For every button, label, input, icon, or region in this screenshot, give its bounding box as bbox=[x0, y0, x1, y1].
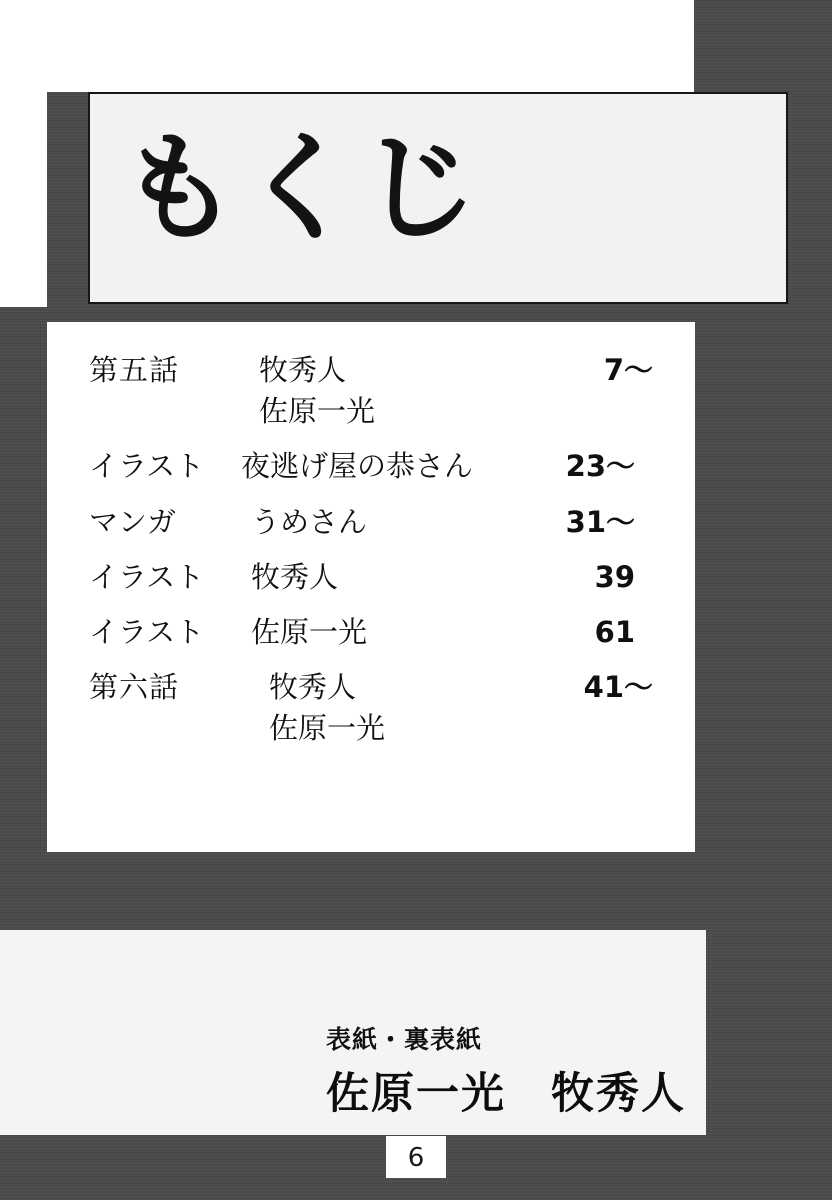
toc-page-number: 41〜 bbox=[583, 670, 653, 705]
toc-author-secondary: 佐原一光 bbox=[269, 711, 386, 746]
toc-authors bbox=[241, 350, 541, 432]
contents-panel bbox=[47, 322, 695, 852]
toc-author-primary: うめさん bbox=[251, 504, 368, 539]
toc-author-primary: 牧秀人 bbox=[259, 353, 347, 387]
title-box bbox=[88, 92, 788, 304]
credit-label: 表紙・裏表紙 bbox=[326, 1025, 483, 1054]
toc-kind: イラスト bbox=[89, 559, 205, 594]
credit-names: 佐原一光 牧秀人 bbox=[326, 1069, 686, 1119]
toc-kind: イラスト bbox=[89, 449, 205, 484]
table-row[interactable] bbox=[89, 612, 665, 653]
table-row[interactable] bbox=[89, 502, 665, 543]
toc-page-number: 7〜 bbox=[603, 353, 653, 387]
top-left-white-margin bbox=[0, 0, 694, 92]
toc-kind: イラスト bbox=[89, 614, 205, 649]
table-row[interactable] bbox=[89, 667, 665, 749]
page-number: 6 bbox=[407, 1143, 425, 1173]
toc-authors bbox=[241, 502, 523, 543]
credit-block bbox=[326, 1020, 686, 1121]
table-row[interactable] bbox=[89, 557, 665, 598]
table-of-contents bbox=[89, 350, 665, 763]
toc-author-primary: 夜逃げ屋の恭さん bbox=[241, 449, 474, 484]
left-white-margin bbox=[0, 92, 47, 307]
page-title: もくじ bbox=[120, 119, 481, 257]
toc-authors bbox=[241, 667, 541, 749]
toc-authors bbox=[241, 612, 523, 653]
toc-page-number: 39 bbox=[594, 559, 635, 594]
toc-author-primary: 佐原一光 bbox=[251, 614, 368, 649]
toc-page-number: 61 bbox=[594, 614, 635, 649]
toc-page-number: 23〜 bbox=[565, 449, 635, 484]
toc-author-secondary: 佐原一光 bbox=[259, 394, 376, 429]
toc-kind: 第五話 bbox=[89, 353, 180, 387]
table-row[interactable] bbox=[89, 446, 665, 487]
toc-kind: マンガ bbox=[89, 504, 177, 539]
toc-authors bbox=[241, 557, 523, 598]
toc-page-number: 31〜 bbox=[565, 504, 635, 539]
toc-kind: 第六話 bbox=[89, 670, 180, 705]
credit-panel bbox=[0, 930, 706, 1135]
toc-author-primary: 牧秀人 bbox=[269, 670, 357, 705]
table-row[interactable] bbox=[89, 350, 665, 432]
toc-authors bbox=[241, 446, 523, 487]
toc-author-primary: 牧秀人 bbox=[251, 559, 339, 594]
